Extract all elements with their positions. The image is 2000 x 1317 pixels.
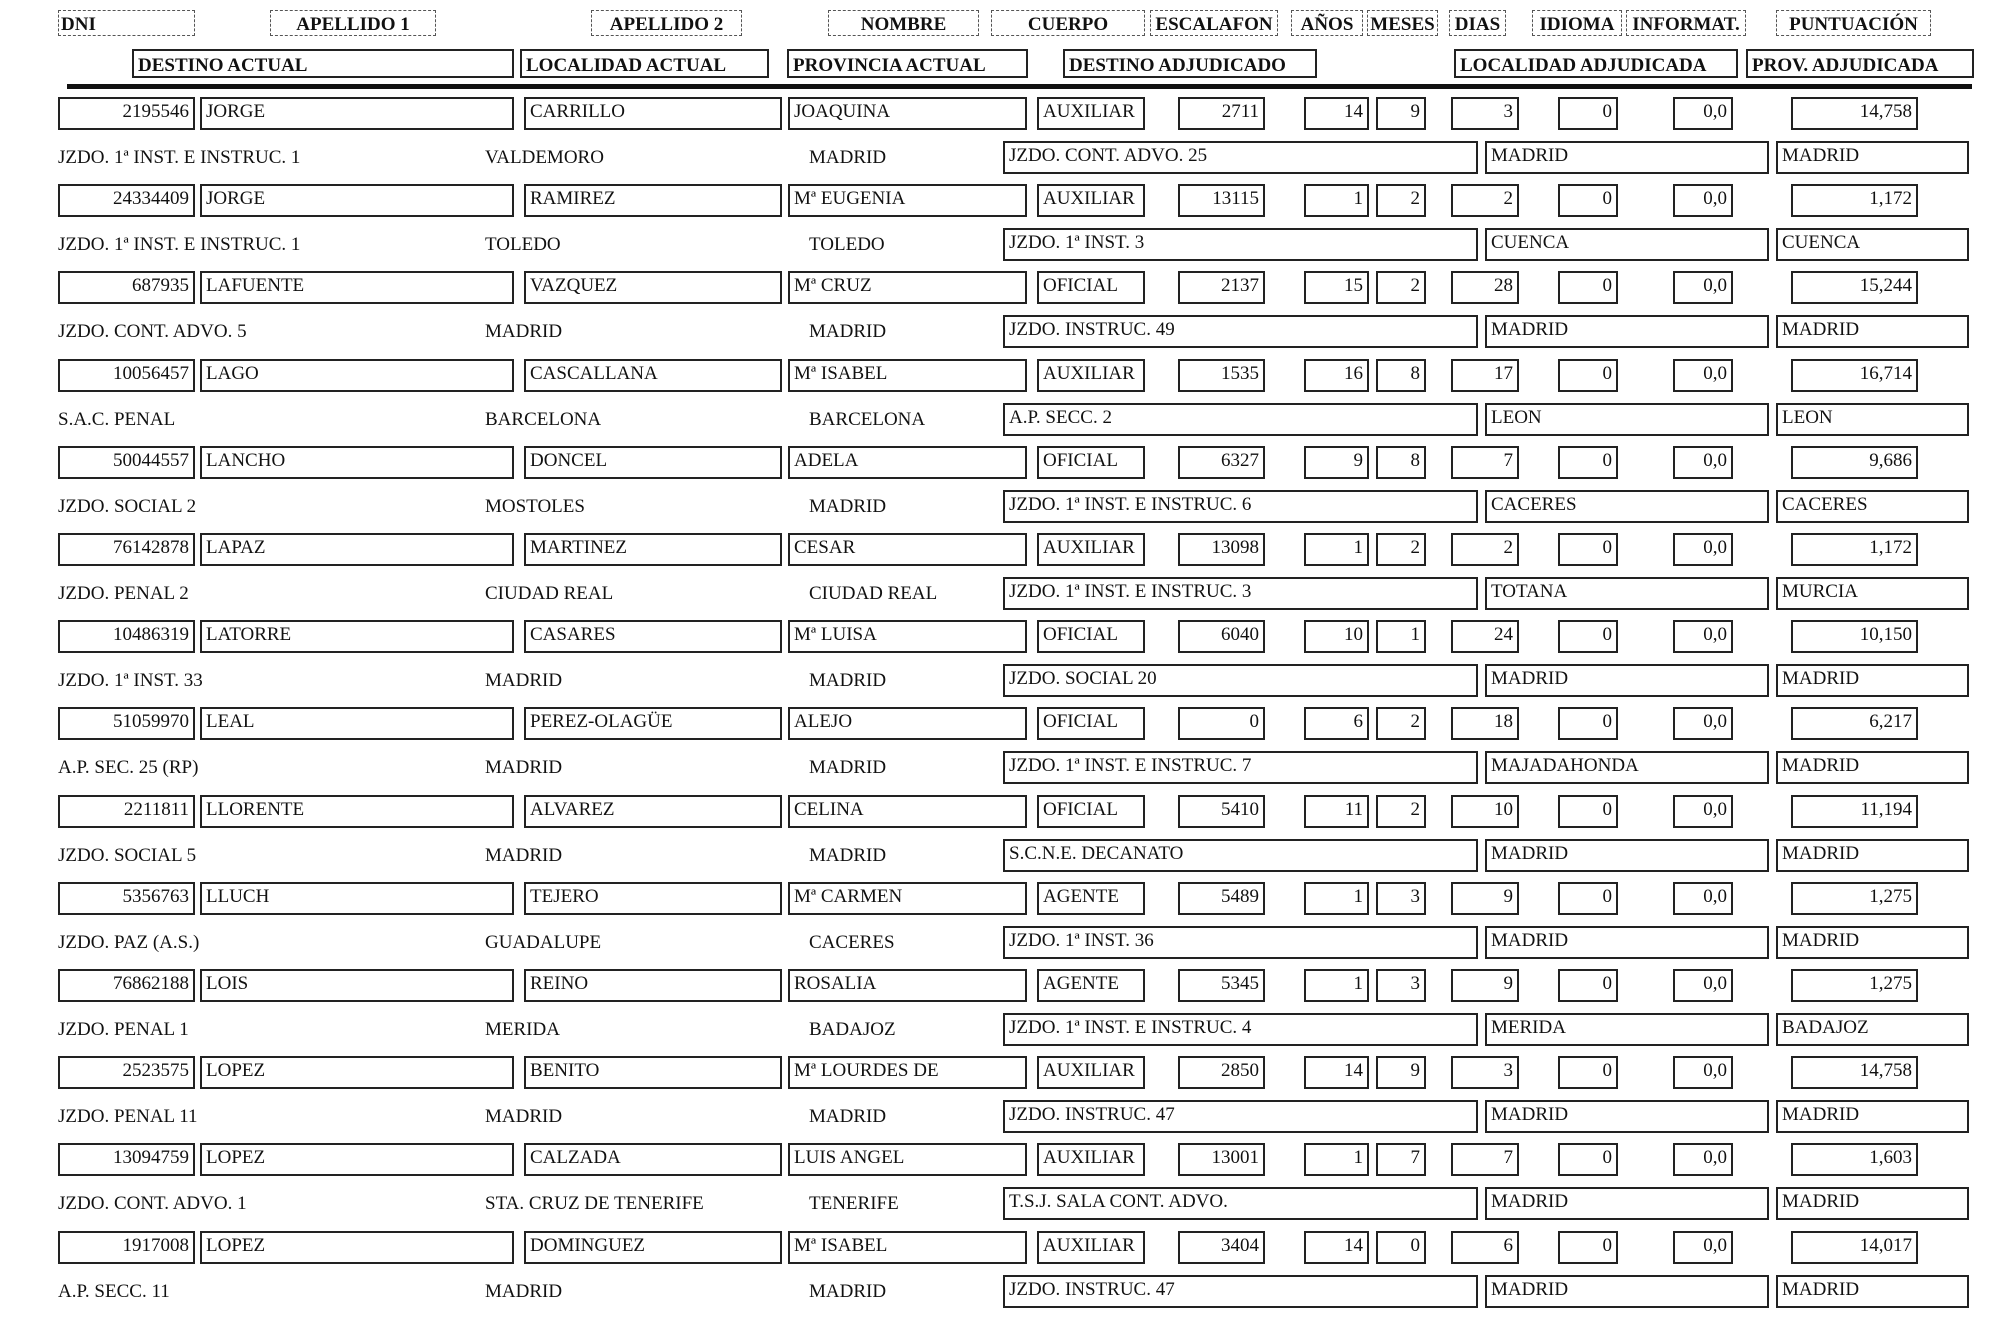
field-localidad-actual: VALDEMORO: [485, 147, 604, 168]
field-anos: 9: [1304, 446, 1369, 479]
field-localidad-adjudicada: MADRID: [1485, 664, 1769, 697]
field-localidad-adjudicada: MADRID: [1485, 141, 1769, 174]
field-nombre: JOAQUINA: [788, 97, 1027, 130]
field-destino-adjudicado: JZDO. 1ª INST. E INSTRUC. 4: [1003, 1013, 1478, 1046]
field-escalafon: 13001: [1178, 1143, 1265, 1176]
field-dias: 18: [1451, 707, 1519, 740]
field-prov-adjudicada: LEON: [1776, 403, 1969, 436]
field-dni: 2195546: [58, 97, 195, 130]
field-meses: 2: [1376, 271, 1426, 304]
field-dias: 24: [1451, 620, 1519, 653]
field-ap2: CASCALLANA: [524, 359, 782, 392]
field-provincia-actual: BADAJOZ: [809, 1019, 896, 1040]
field-puntuacion: 16,714: [1791, 359, 1918, 392]
field-localidad-adjudicada: CUENCA: [1485, 228, 1769, 261]
field-idioma: 0: [1558, 882, 1618, 915]
field-ap2: MARTINEZ: [524, 533, 782, 566]
field-ap1: LLORENTE: [200, 795, 514, 828]
field-anos: 16: [1304, 359, 1369, 392]
field-puntuacion: 1,172: [1791, 184, 1918, 217]
field-informat: 0,0: [1673, 620, 1733, 653]
field-informat: 0,0: [1673, 184, 1733, 217]
field-provincia-actual: MADRID: [809, 495, 887, 517]
field-provincia-actual: TOLEDO: [809, 234, 885, 256]
field-cuerpo: AUXILIAR: [1037, 1143, 1145, 1176]
field-escalafon: 13115: [1178, 184, 1265, 217]
header-anos: AÑOS: [1291, 10, 1363, 36]
field-anos: 14: [1304, 1231, 1369, 1264]
field-ap1: LANCHO: [200, 446, 514, 479]
field-dni: 10486319: [58, 620, 195, 653]
field-meses: 2: [1376, 795, 1426, 828]
field-prov-adjudicada: BADAJOZ: [1776, 1013, 1969, 1046]
field-anos: 1: [1304, 533, 1369, 566]
field-idioma: 0: [1558, 795, 1618, 828]
field-prov-adjudicada: CACERES: [1776, 490, 1969, 523]
field-dni: 13094759: [58, 1143, 195, 1176]
field-puntuacion: 9,686: [1791, 446, 1918, 479]
field-nombre: LUIS ANGEL: [788, 1143, 1027, 1176]
field-informat: 0,0: [1673, 1143, 1733, 1176]
field-idioma: 0: [1558, 97, 1618, 130]
field-localidad-adjudicada: MADRID: [1485, 1187, 1769, 1220]
field-destino-adjudicado: JZDO. 1ª INST. E INSTRUC. 7: [1003, 751, 1478, 784]
field-localidad-actual: GUADALUPE: [485, 931, 602, 953]
field-destino-actual: JZDO. CONT. ADVO. 5: [58, 321, 247, 343]
field-meses: 3: [1376, 969, 1426, 1002]
field-ap1: LATORRE: [200, 620, 514, 653]
field-prov-adjudicada: MADRID: [1776, 1275, 1969, 1308]
field-anos: 1: [1304, 969, 1369, 1002]
field-destino-actual: JZDO. PENAL 1: [58, 1019, 189, 1040]
field-escalafon: 2711: [1178, 97, 1265, 130]
field-ap2: RAMIREZ: [524, 184, 782, 217]
header-dias: DIAS: [1449, 10, 1506, 36]
field-cuerpo: AUXILIAR: [1037, 533, 1145, 566]
field-destino-adjudicado: JZDO. 1ª INST. E INSTRUC. 6: [1003, 490, 1478, 523]
field-destino-adjudicado: T.S.J. SALA CONT. ADVO.: [1003, 1187, 1478, 1220]
field-destino-actual: JZDO. SOCIAL 2: [58, 495, 197, 517]
field-informat: 0,0: [1673, 1231, 1733, 1264]
field-puntuacion: 6,217: [1791, 707, 1918, 740]
field-nombre: ADELA: [788, 446, 1027, 479]
field-dni: 687935: [58, 271, 195, 304]
field-anos: 1: [1304, 1143, 1369, 1176]
field-destino-adjudicado: S.C.N.E. DECANATO: [1003, 839, 1478, 872]
field-destino-actual: JZDO. PENAL 11: [58, 1106, 198, 1128]
field-localidad-actual: MADRID: [485, 844, 563, 866]
field-localidad-adjudicada: MADRID: [1485, 315, 1769, 348]
header-nombre: NOMBRE: [828, 10, 979, 36]
header-meses: MESES: [1367, 10, 1438, 36]
field-escalafon: 2137: [1178, 271, 1265, 304]
field-provincia-actual: CIUDAD REAL: [809, 583, 938, 604]
field-idioma: 0: [1558, 533, 1618, 566]
field-meses: 3: [1376, 882, 1426, 915]
field-meses: 2: [1376, 184, 1426, 217]
field-anos: 6: [1304, 707, 1369, 740]
header-informat: INFORMAT.: [1626, 10, 1746, 36]
field-prov-adjudicada: MADRID: [1776, 141, 1969, 174]
field-prov-adjudicada: MADRID: [1776, 1187, 1969, 1220]
field-cuerpo: AUXILIAR: [1037, 1056, 1145, 1089]
field-destino-actual: JZDO. CONT. ADVO. 1: [58, 1193, 247, 1215]
field-nombre: Mª LOURDES DE: [788, 1056, 1027, 1089]
field-dias: 6: [1451, 1231, 1519, 1264]
field-cuerpo: OFICIAL: [1037, 795, 1145, 828]
field-prov-adjudicada: MADRID: [1776, 926, 1969, 959]
field-ap2: CALZADA: [524, 1143, 782, 1176]
field-cuerpo: AUXILIAR: [1037, 97, 1145, 130]
field-destino-actual: JZDO. SOCIAL 5: [58, 844, 197, 866]
field-meses: 7: [1376, 1143, 1426, 1176]
field-meses: 9: [1376, 97, 1426, 130]
field-prov-adjudicada: MADRID: [1776, 1100, 1969, 1133]
field-dias: 2: [1451, 533, 1519, 566]
field-localidad-actual: TOLEDO: [485, 234, 561, 256]
field-anos: 14: [1304, 97, 1369, 130]
field-ap1: LOPEZ: [200, 1056, 514, 1089]
field-anos: 14: [1304, 1056, 1369, 1089]
field-anos: 11: [1304, 795, 1369, 828]
field-escalafon: 6327: [1178, 446, 1265, 479]
field-escalafon: 5410: [1178, 795, 1265, 828]
field-idioma: 0: [1558, 707, 1618, 740]
field-cuerpo: OFICIAL: [1037, 271, 1145, 304]
field-provincia-actual: CACERES: [809, 931, 895, 953]
field-idioma: 0: [1558, 359, 1618, 392]
field-idioma: 0: [1558, 271, 1618, 304]
field-escalafon: 0: [1178, 707, 1265, 740]
field-nombre: CESAR: [788, 533, 1027, 566]
field-puntuacion: 1,275: [1791, 969, 1918, 1002]
field-localidad-actual: MADRID: [485, 1280, 563, 1302]
field-cuerpo: AGENTE: [1037, 882, 1145, 915]
field-meses: 9: [1376, 1056, 1426, 1089]
field-ap2: TEJERO: [524, 882, 782, 915]
field-prov-adjudicada: MADRID: [1776, 315, 1969, 348]
field-cuerpo: AUXILIAR: [1037, 1231, 1145, 1264]
field-dias: 10: [1451, 795, 1519, 828]
field-localidad-adjudicada: MAJADAHONDA: [1485, 751, 1769, 784]
field-escalafon: 5345: [1178, 969, 1265, 1002]
header-escalafon: ESCALAFON: [1150, 10, 1278, 36]
field-dias: 7: [1451, 1143, 1519, 1176]
field-nombre: Mª CARMEN: [788, 882, 1027, 915]
field-informat: 0,0: [1673, 882, 1733, 915]
field-idioma: 0: [1558, 969, 1618, 1002]
field-anos: 1: [1304, 184, 1369, 217]
field-localidad-adjudicada: CACERES: [1485, 490, 1769, 523]
field-dias: 3: [1451, 97, 1519, 130]
field-localidad-actual: STA. CRUZ DE TENERIFE: [485, 1193, 704, 1215]
field-dni: 10056457: [58, 359, 195, 392]
field-meses: 2: [1376, 707, 1426, 740]
field-idioma: 0: [1558, 184, 1618, 217]
field-dni: 24334409: [58, 184, 195, 217]
field-provincia-actual: BARCELONA: [809, 408, 926, 430]
field-localidad-adjudicada: TOTANA: [1485, 577, 1769, 610]
field-localidad-adjudicada: MADRID: [1485, 926, 1769, 959]
field-dni: 1917008: [58, 1231, 195, 1264]
field-puntuacion: 14,758: [1791, 97, 1918, 130]
field-idioma: 0: [1558, 620, 1618, 653]
field-dni: 51059970: [58, 707, 195, 740]
field-informat: 0,0: [1673, 1056, 1733, 1089]
field-localidad-actual: BARCELONA: [485, 408, 602, 430]
field-cuerpo: OFICIAL: [1037, 707, 1145, 740]
field-dni: 76142878: [58, 533, 195, 566]
field-nombre: Mª LUISA: [788, 620, 1027, 653]
field-localidad-actual: MERIDA: [485, 1019, 560, 1040]
field-informat: 0,0: [1673, 969, 1733, 1002]
header-apellido2: APELLIDO 2: [591, 10, 742, 36]
field-ap1: LAPAZ: [200, 533, 514, 566]
field-prov-adjudicada: MADRID: [1776, 664, 1969, 697]
field-localidad-adjudicada: LEON: [1485, 403, 1769, 436]
field-cuerpo: AUXILIAR: [1037, 359, 1145, 392]
field-localidad-adjudicada: MERIDA: [1485, 1013, 1769, 1046]
field-provincia-actual: TENERIFE: [809, 1193, 899, 1215]
field-nombre: Mª ISABEL: [788, 1231, 1027, 1264]
field-ap2: PEREZ-OLAGÜE: [524, 707, 782, 740]
field-idioma: 0: [1558, 1143, 1618, 1176]
field-puntuacion: 1,603: [1791, 1143, 1918, 1176]
field-ap1: LLUCH: [200, 882, 514, 915]
header-prov-adjudicada: PROV. ADJUDICADA: [1746, 49, 1974, 78]
field-ap1: LOPEZ: [200, 1231, 514, 1264]
field-destino-actual: JZDO. PENAL 2: [58, 583, 189, 604]
field-provincia-actual: MADRID: [809, 757, 887, 779]
header-destino-adjudicado: DESTINO ADJUDICADO: [1063, 49, 1317, 78]
field-escalafon: 1535: [1178, 359, 1265, 392]
header-idioma: IDIOMA: [1532, 10, 1622, 36]
field-destino-adjudicado: JZDO. CONT. ADVO. 25: [1003, 141, 1478, 174]
field-dias: 28: [1451, 271, 1519, 304]
field-puntuacion: 1,172: [1791, 533, 1918, 566]
field-destino-adjudicado: JZDO. 1ª INST. E INSTRUC. 3: [1003, 577, 1478, 610]
field-informat: 0,0: [1673, 795, 1733, 828]
field-meses: 1: [1376, 620, 1426, 653]
field-anos: 10: [1304, 620, 1369, 653]
field-nombre: ROSALIA: [788, 969, 1027, 1002]
field-ap2: DONCEL: [524, 446, 782, 479]
field-ap2: ALVAREZ: [524, 795, 782, 828]
field-localidad-actual: MADRID: [485, 321, 563, 343]
field-ap1: JORGE: [200, 97, 514, 130]
field-provincia-actual: MADRID: [809, 321, 887, 343]
field-destino-adjudicado: JZDO. INSTRUC. 49: [1003, 315, 1478, 348]
field-informat: 0,0: [1673, 533, 1733, 566]
field-ap2: REINO: [524, 969, 782, 1002]
field-meses: 2: [1376, 533, 1426, 566]
field-anos: 1: [1304, 882, 1369, 915]
field-prov-adjudicada: CUENCA: [1776, 228, 1969, 261]
field-dias: 2: [1451, 184, 1519, 217]
field-ap1: LOIS: [200, 969, 514, 1002]
field-cuerpo: OFICIAL: [1037, 620, 1145, 653]
header-provincia-actual: PROVINCIA ACTUAL: [787, 49, 1028, 78]
field-localidad-actual: CIUDAD REAL: [485, 583, 614, 604]
field-destino-adjudicado: JZDO. 1ª INST. 3: [1003, 228, 1478, 261]
field-ap2: CARRILLO: [524, 97, 782, 130]
header-localidad-actual: LOCALIDAD ACTUAL: [520, 49, 769, 78]
header-apellido1: APELLIDO 1: [270, 10, 436, 36]
field-localidad-adjudicada: MADRID: [1485, 1100, 1769, 1133]
header-localidad-adjudicada: LOCALIDAD ADJUDICADA: [1454, 49, 1738, 78]
field-dias: 7: [1451, 446, 1519, 479]
field-idioma: 0: [1558, 1056, 1618, 1089]
field-ap2: CASARES: [524, 620, 782, 653]
field-dni: 2523575: [58, 1056, 195, 1089]
field-informat: 0,0: [1673, 271, 1733, 304]
field-dni: 2211811: [58, 795, 195, 828]
field-prov-adjudicada: MADRID: [1776, 839, 1969, 872]
field-localidad-adjudicada: MADRID: [1485, 839, 1769, 872]
field-cuerpo: OFICIAL: [1037, 446, 1145, 479]
field-meses: 0: [1376, 1231, 1426, 1264]
field-informat: 0,0: [1673, 446, 1733, 479]
field-anos: 15: [1304, 271, 1369, 304]
field-destino-actual: JZDO. 1ª INST. E INSTRUC. 1: [58, 234, 301, 256]
field-localidad-actual: MOSTOLES: [485, 495, 585, 517]
field-nombre: CELINA: [788, 795, 1027, 828]
field-puntuacion: 10,150: [1791, 620, 1918, 653]
field-provincia-actual: MADRID: [809, 844, 887, 866]
field-destino-actual: A.P. SECC. 11: [58, 1280, 170, 1302]
field-idioma: 0: [1558, 446, 1618, 479]
field-cuerpo: AGENTE: [1037, 969, 1145, 1002]
field-ap1: JORGE: [200, 184, 514, 217]
field-destino-actual: A.P. SEC. 25 (RP): [58, 757, 199, 779]
field-escalafon: 6040: [1178, 620, 1265, 653]
field-dias: 9: [1451, 882, 1519, 915]
field-ap2: BENITO: [524, 1056, 782, 1089]
field-dni: 76862188: [58, 969, 195, 1002]
field-informat: 0,0: [1673, 707, 1733, 740]
header-cuerpo: CUERPO: [991, 10, 1145, 36]
field-ap1: LEAL: [200, 707, 514, 740]
field-nombre: Mª ISABEL: [788, 359, 1027, 392]
field-ap1: LAGO: [200, 359, 514, 392]
header-destino-actual: DESTINO ACTUAL: [132, 49, 514, 78]
header-puntuacion: PUNTUACIÓN: [1776, 10, 1931, 36]
header-dni: DNI: [58, 10, 195, 36]
field-localidad-adjudicada: MADRID: [1485, 1275, 1769, 1308]
field-dias: 3: [1451, 1056, 1519, 1089]
field-puntuacion: 14,017: [1791, 1231, 1918, 1264]
field-ap1: LAFUENTE: [200, 271, 514, 304]
field-ap2: DOMINGUEZ: [524, 1231, 782, 1264]
field-nombre: Mª CRUZ: [788, 271, 1027, 304]
field-puntuacion: 1,275: [1791, 882, 1918, 915]
field-dni: 50044557: [58, 446, 195, 479]
field-nombre: Mª EUGENIA: [788, 184, 1027, 217]
field-cuerpo: AUXILIAR: [1037, 184, 1145, 217]
field-provincia-actual: MADRID: [809, 670, 887, 692]
field-destino-actual: JZDO. 1ª INST. 33: [58, 670, 203, 692]
field-provincia-actual: MADRID: [809, 1106, 887, 1128]
field-puntuacion: 11,194: [1791, 795, 1918, 828]
field-informat: 0,0: [1673, 97, 1733, 130]
field-escalafon: 13098: [1178, 533, 1265, 566]
field-meses: 8: [1376, 446, 1426, 479]
field-escalafon: 2850: [1178, 1056, 1265, 1089]
field-dias: 17: [1451, 359, 1519, 392]
field-localidad-actual: MADRID: [485, 670, 563, 692]
field-puntuacion: 15,244: [1791, 271, 1918, 304]
field-localidad-actual: MADRID: [485, 757, 563, 779]
header-divider: [67, 84, 1972, 89]
field-prov-adjudicada: MURCIA: [1776, 577, 1969, 610]
field-puntuacion: 14,758: [1791, 1056, 1918, 1089]
field-destino-adjudicado: JZDO. INSTRUC. 47: [1003, 1275, 1478, 1308]
field-escalafon: 3404: [1178, 1231, 1265, 1264]
field-destino-adjudicado: A.P. SECC. 2: [1003, 403, 1478, 436]
field-idioma: 0: [1558, 1231, 1618, 1264]
field-destino-actual: JZDO. PAZ (A.S.): [58, 931, 200, 953]
field-informat: 0,0: [1673, 359, 1733, 392]
field-provincia-actual: MADRID: [809, 1280, 887, 1302]
field-localidad-actual: MADRID: [485, 1106, 563, 1128]
field-destino-actual: S.A.C. PENAL: [58, 408, 176, 430]
field-destino-adjudicado: JZDO. INSTRUC. 47: [1003, 1100, 1478, 1133]
field-nombre: ALEJO: [788, 707, 1027, 740]
field-provincia-actual: MADRID: [809, 147, 887, 168]
field-escalafon: 5489: [1178, 882, 1265, 915]
field-prov-adjudicada: MADRID: [1776, 751, 1969, 784]
field-ap1: LOPEZ: [200, 1143, 514, 1176]
field-dias: 9: [1451, 969, 1519, 1002]
field-dni: 5356763: [58, 882, 195, 915]
field-destino-adjudicado: JZDO. 1ª INST. 36: [1003, 926, 1478, 959]
field-destino-adjudicado: JZDO. SOCIAL 20: [1003, 664, 1478, 697]
field-destino-actual: JZDO. 1ª INST. E INSTRUC. 1: [58, 147, 301, 168]
field-ap2: VAZQUEZ: [524, 271, 782, 304]
field-meses: 8: [1376, 359, 1426, 392]
